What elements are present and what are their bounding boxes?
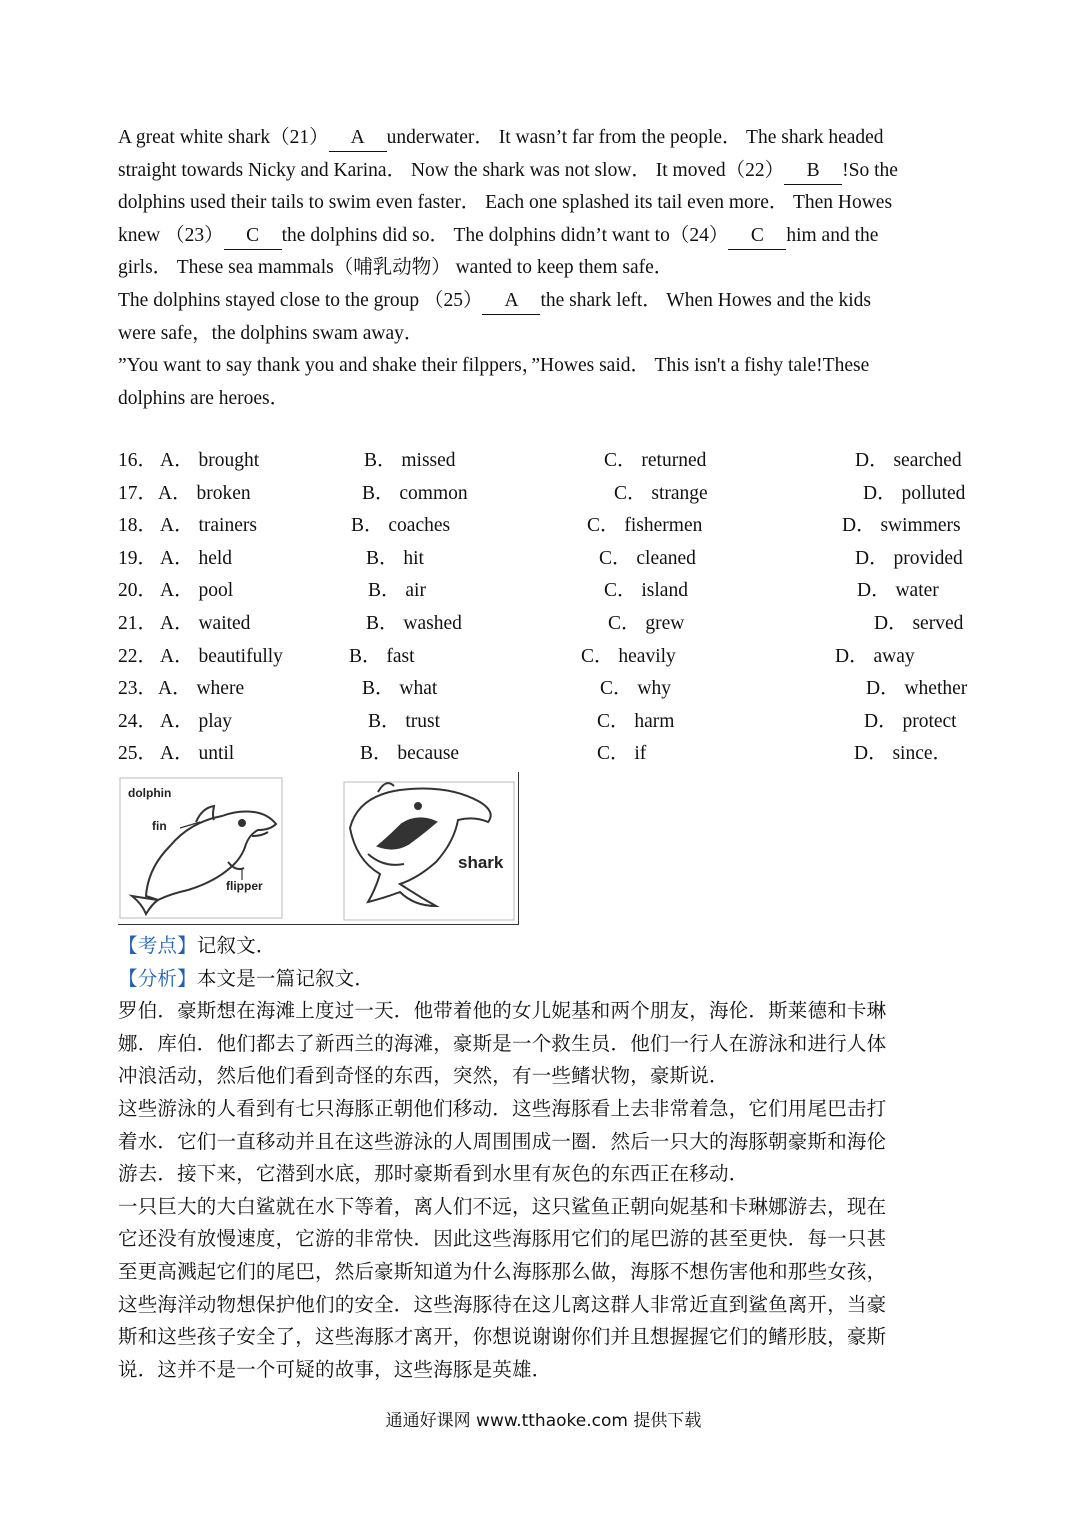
passage-text: !So the xyxy=(842,159,898,181)
flipper-label: flipper xyxy=(226,879,263,893)
kaodian-text: 记叙文． xyxy=(196,934,276,957)
translation-line: 这些海洋动物想保护他们的安全．这些海豚待在这儿离这群人非常近直到鲨鱼离开，当豪 xyxy=(118,1292,887,1316)
fenxi-text: 本文是一篇记叙文． xyxy=(196,966,375,990)
passage-text: The dolphins stayed close to the group （25） xyxy=(118,289,483,311)
passage-text: underwater． It wasn’t far from the people． The shark headed xyxy=(386,127,884,148)
option-d: D． water xyxy=(857,580,939,602)
shark-label: shark xyxy=(458,853,504,872)
passage-line-4 xyxy=(118,220,970,253)
option-b: B． common xyxy=(362,482,468,504)
fenxi-line xyxy=(118,963,978,996)
option-row-23 xyxy=(118,673,970,706)
question-number: 18． xyxy=(118,515,158,537)
option-b: B． air xyxy=(368,580,426,602)
option-row-22 xyxy=(118,641,970,674)
kaodian-tag: 【考点】 xyxy=(118,934,197,957)
option-c: C． harm xyxy=(597,710,675,732)
options-list xyxy=(118,445,970,771)
option-c: C． island xyxy=(604,580,688,602)
passage-text: the dolphins did so． The dolphins didn’t want to（24） xyxy=(281,224,729,246)
passage-text: him and the xyxy=(786,224,879,246)
option-a: A． trainers xyxy=(160,515,257,537)
passage-line-8: ”You want to say thank you and shake their filppers，”Howes said． This isn't a fishy tale!These xyxy=(118,355,870,377)
question-number: 16． xyxy=(118,450,158,471)
option-c: C． if xyxy=(597,743,647,765)
option-row-24 xyxy=(118,706,970,739)
option-c: C． cleaned xyxy=(599,547,696,569)
option-d: D． served xyxy=(874,612,964,634)
translation-line: 娜．库伯．他们都去了新西兰的海滩，豪斯是一个救生员．他们一行人在游泳和进行人体 xyxy=(118,1031,887,1055)
fenxi-tag: 【分析】 xyxy=(118,966,197,990)
answer-blank-21: A xyxy=(329,125,387,152)
option-d: D． swimmers xyxy=(842,515,961,537)
passage-line-9: dolphins are heroes． xyxy=(118,387,290,409)
option-row-17 xyxy=(118,478,970,511)
translation-line: 至更高溅起它们的尾巴，然后豪斯知道为什么海豚那么做，海豚不想伤害他和那些女孩， xyxy=(118,1259,887,1283)
shark-illustration xyxy=(344,782,514,920)
option-row-16 xyxy=(118,445,970,478)
option-d: D． polluted xyxy=(863,482,966,504)
question-number: 24． xyxy=(118,710,158,732)
option-a: A． held xyxy=(160,547,233,569)
option-b: B． washed xyxy=(366,612,462,634)
passage-text: straight towards Nicky and Karina． Now the shark was not slow． It moved（22） xyxy=(118,159,785,181)
option-c: C． why xyxy=(600,678,671,700)
option-a: A． beautifully xyxy=(160,645,283,667)
option-a: A． where xyxy=(158,678,245,700)
question-number: 23． xyxy=(118,678,158,700)
passage-line-6 xyxy=(118,285,970,318)
option-d: D． searched xyxy=(855,450,962,471)
question-number: 20． xyxy=(118,580,158,602)
option-b: B． what xyxy=(362,678,438,700)
dolphin-shark-figure xyxy=(118,772,519,925)
kaodian-line xyxy=(118,930,978,963)
option-b: B． because xyxy=(360,743,460,765)
dolphin-label: dolphin xyxy=(128,786,172,800)
option-b: B． hit xyxy=(366,547,424,569)
passage-text: A great white shark（21） xyxy=(118,127,329,148)
question-number: 17． xyxy=(118,482,158,504)
option-b: B． coaches xyxy=(351,515,451,537)
passage xyxy=(118,122,970,415)
analysis-section xyxy=(118,930,978,1386)
translation-line: 罗伯．豪斯想在海滩上度过一天．他带着他的女儿妮基和两个朋友，海伦．斯莱德和卡琳 xyxy=(118,999,887,1023)
passage-line-2 xyxy=(118,155,970,188)
translation-line: 说．这并不是一个可疑的故事，这些海豚是英雄． xyxy=(118,1357,552,1381)
translation-line: 着水．它们一直移动并且在这些游泳的人周围围成一圈．然后一只大的海豚朝豪斯和海伦 xyxy=(118,1129,887,1153)
question-number: 19． xyxy=(118,547,158,569)
translation-line: 这些游泳的人看到有七只海豚正朝他们移动．这些海豚看上去非常着急，它们用尾巴击打 xyxy=(118,1096,887,1120)
option-d: D． provided xyxy=(855,547,963,569)
answer-blank-24: C xyxy=(728,223,786,250)
question-number: 25． xyxy=(118,743,158,765)
option-row-20 xyxy=(118,575,970,608)
option-a: A． play xyxy=(160,710,233,732)
option-c: C． returned xyxy=(604,450,707,471)
option-a: A． pool xyxy=(160,580,234,602)
question-number: 22． xyxy=(118,645,158,667)
option-row-25 xyxy=(118,738,970,771)
option-a: A． brought xyxy=(160,450,260,471)
passage-line-7: were safe，the dolphins swam away． xyxy=(118,322,424,344)
option-c: C． grew xyxy=(608,612,685,634)
option-d: D． protect xyxy=(864,710,957,732)
fin-label: fin xyxy=(152,819,167,833)
option-d: D． away xyxy=(835,645,915,667)
translation-line: 一只巨大的大白鲨就在水下等着，离人们不远，这只鲨鱼正朝向妮基和卡琳娜游去，现在 xyxy=(118,1194,887,1218)
option-a: A． waited xyxy=(160,612,251,634)
option-c: C． fishermen xyxy=(587,515,703,537)
page-footer: 通通好课网 www.tthaoke.com 提供下载 xyxy=(385,1411,702,1431)
option-b: B． missed xyxy=(364,450,456,471)
answer-blank-23: C xyxy=(224,223,282,250)
option-b: B． trust xyxy=(368,710,441,732)
option-row-18 xyxy=(118,510,970,543)
translation-line: 冲浪活动，然后他们看到奇怪的东西，突然，有一些鳍状物，豪斯说． xyxy=(118,1064,729,1088)
option-row-19 xyxy=(118,543,970,576)
option-b: B． fast xyxy=(349,645,415,667)
translation-line: 斯和这些孩子安全了，这些海豚才离开，你想说谢谢你们并且想握握它们的鳍形肢，豪斯 xyxy=(118,1325,887,1349)
translation-line: 游去．接下来，它潜到水底，那时豪斯看到水里有灰色的东西正在移动． xyxy=(118,1162,749,1186)
translation-line: 它还没有放慢速度，它游的非常快．因此这些海豚用它们的尾巴游的甚至更快．每一只甚 xyxy=(118,1227,887,1251)
figure-drawing xyxy=(118,772,518,924)
passage-text: the shark left． When Howes and the kids xyxy=(540,289,872,311)
answer-blank-25: A xyxy=(482,288,540,315)
option-c: C． heavily xyxy=(581,645,676,667)
passage-line-5: girls． These sea mammals（哺乳动物） wanted to keep them safe． xyxy=(118,257,674,279)
answer-blank-22: B xyxy=(784,158,842,185)
question-number: 21． xyxy=(118,612,158,634)
option-d: D． whether xyxy=(866,678,968,700)
option-a: A． until xyxy=(160,743,235,765)
option-row-21 xyxy=(118,608,970,641)
option-a: A． broken xyxy=(158,482,251,504)
passage-line-1 xyxy=(118,122,970,155)
option-d: D． since． xyxy=(854,743,953,765)
passage-text: knew （23） xyxy=(118,224,224,246)
passage-line-3: dolphins used their tails to swim even faster． Each one splashed its tail even more． Then Howes xyxy=(118,192,893,214)
option-c: C． strange xyxy=(614,482,708,504)
